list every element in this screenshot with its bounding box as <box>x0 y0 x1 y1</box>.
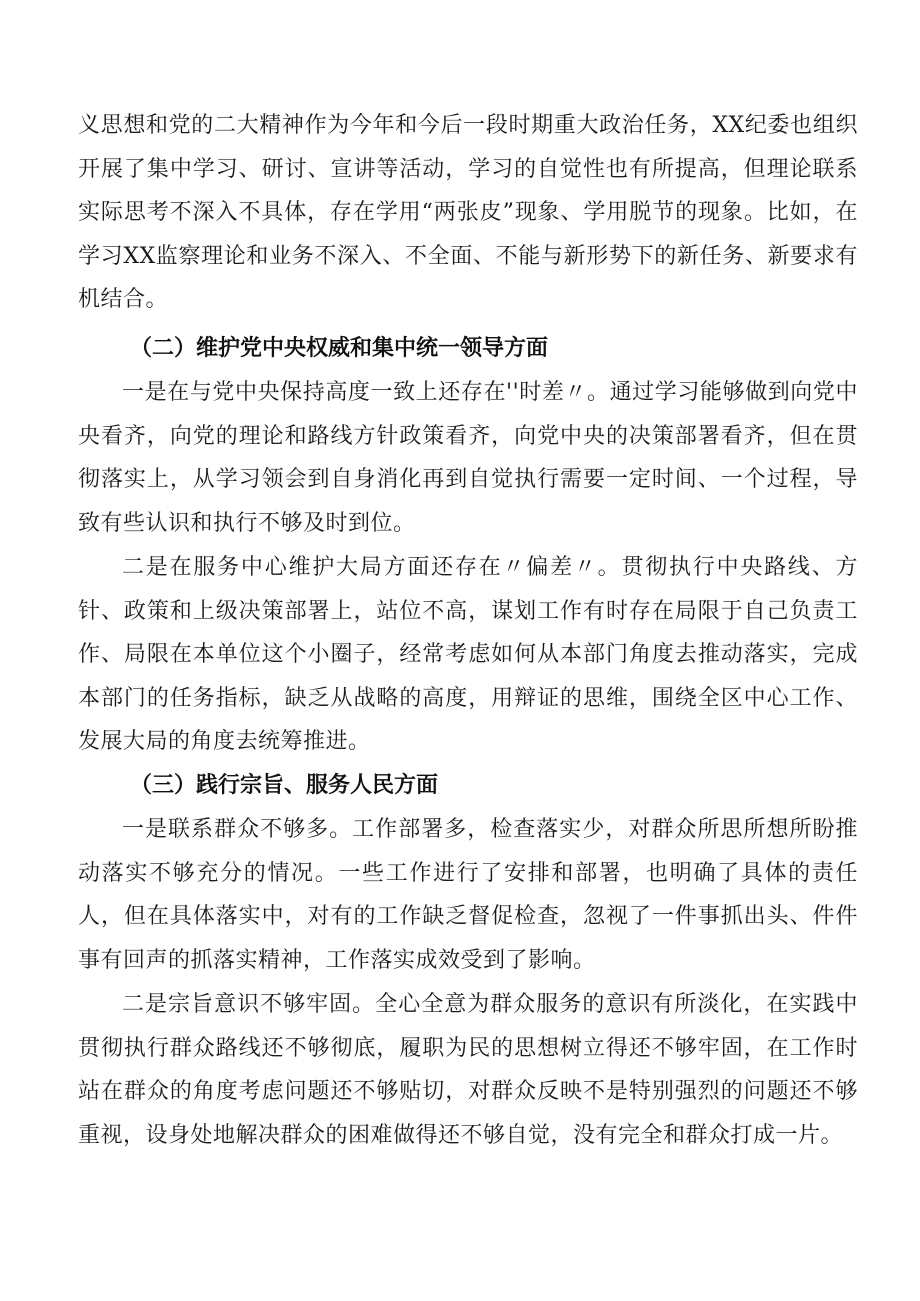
section-heading-3: （三）践行宗旨、服务人民方面 <box>130 773 439 798</box>
paragraph-3-1: 一是联系群众不够多。工作部署多，检查落实少，对群众所思所想所盼推动落实不够充分的情况。一些工作进行了安排和部署，也明确了具体的责任人，但在具体落实中，对有的工作缺乏督促检查，忽视了一件事抓出头、件件事有回声的抓落实精神，工作落实成效受到了影响。 <box>78 817 858 973</box>
paragraph-2-2: 二是在服务中心维护大局方面还存在〃偏差〃。贯彻执行中央路线、方针、政策和上级决策部署上，站位不高，谋划工作有时存在局限于自己负责工作、局限在本单位这个小圈子，经常考虑如何从本部门角度去推动落实，完成本部门的任务指标，缺乏从战略的高度，用辩证的思维，围绕全区中心工作、发展大局的角度去统筹推进。 <box>78 555 858 754</box>
paragraph-3-2: 二是宗旨意识不够牢固。全心全意为群众服务的意识有所淡化，在实践中贯彻执行群众路线还不够彻底，履职为民的思想树立得还不够牢固，在工作时站在群众的角度考虑问题还不够贴切，对群众反映不是特别强烈的问题还不够重视，设身处地解决群众的困难做得还不够自觉，没有完全和群众打成一片。 <box>78 992 858 1148</box>
paragraph-continuation: 义思想和党的二大精神作为今年和今后一段时期重大政治任务，XX纪委也组织开展了集中学习、研讨、宣讲等活动，学习的自觉性也有所提高，但理论联系实际思考不深入不具体，存在学用“两张皮”现象、学用脱节的现象。比如，在学习XX监察理论和业务不深入、不全面、不能与新形势下的新任务、新要求有机结合。 <box>78 113 858 312</box>
section-heading-2: （二）维护党中央权威和集中统一领导方面 <box>130 336 549 361</box>
paragraph-2-1: 一是在与党中央保持高度一致上还存在''时差〃。通过学习能够做到向党中央看齐，向党的理论和路线方针政策看齐，向党中央的决策部署看齐，但在贯彻落实上，从学习领会到自身消化再到自觉执行需要一定时间、一个过程，导致有些认识和执行不够及时到位。 <box>78 380 858 536</box>
